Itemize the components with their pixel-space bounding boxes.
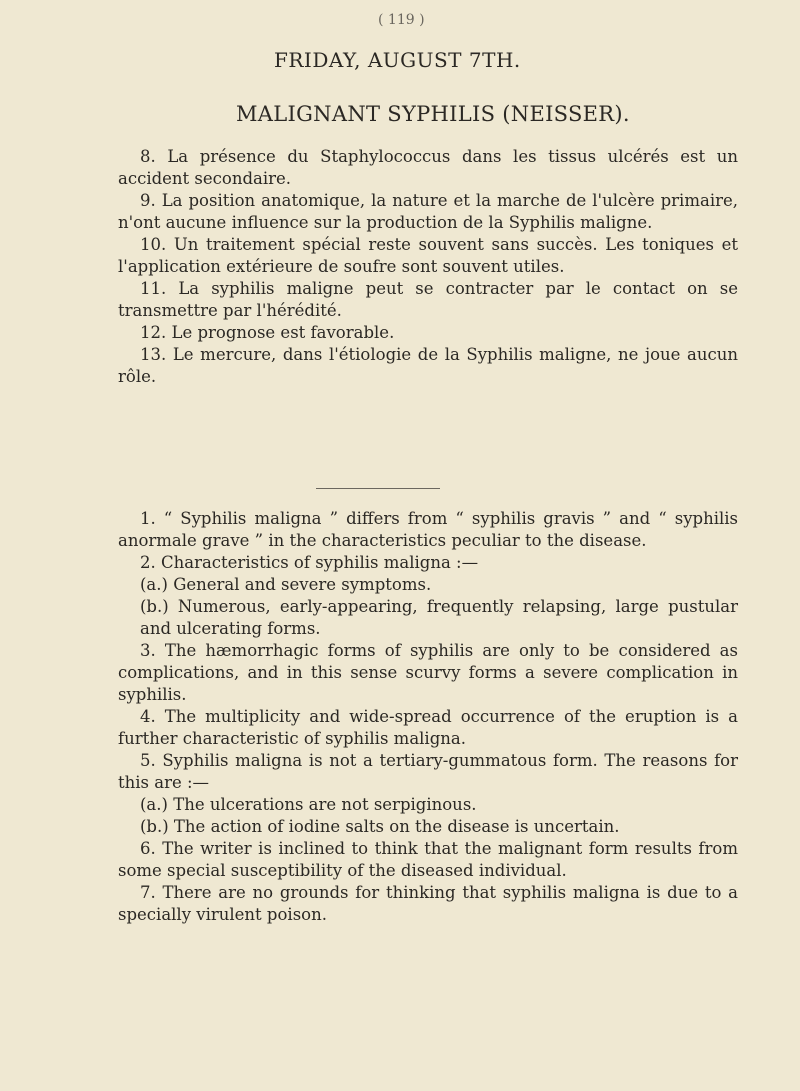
french-point-11: 11. La syphilis maligne peut se contracter par le contact on se transmettre par l'hérédité.	[118, 279, 738, 320]
english-point-2: 2. Characteristics of syphilis maligna :—	[140, 553, 479, 572]
english-conclusions	[118, 508, 738, 926]
english-point-5a: (a.) The ulcerations are not serpiginous.	[140, 795, 477, 814]
date-heading: FRIDAY, AUGUST 7TH.	[274, 48, 521, 72]
french-point-12: 12. Le prognose est favorable.	[140, 323, 395, 342]
english-point-7: 7. There are no grounds for thinking that syphilis maligna is due to a specially virulent poison.	[118, 883, 738, 924]
section-title: MALIGNANT SYPHILIS (NEISSER).	[236, 102, 630, 126]
french-point-10: 10. Un traitement spécial reste souvent sans succès. Les toniques et l'application extérieure de soufre sont souvent utiles.	[118, 235, 738, 276]
english-point-1: 1. “ Syphilis maligna ” differs from “ syphilis gravis ” and “ syphilis anormale grave ” in the characteristics peculiar to the disease.	[118, 509, 738, 550]
english-point-3: 3. The hæmorrhagic forms of syphilis are only to be considered as complications, and in this sense scurvy forms a severe complication in syphilis.	[118, 641, 738, 704]
french-point-9: 9. La position anatomique, la nature et la marche de l'ulcère primaire, n'ont aucune influence sur la production de la Syphilis maligne.	[118, 191, 738, 232]
english-point-5b: (b.) The action of iodine salts on the disease is uncertain.	[140, 817, 620, 836]
english-point-2a: (a.) General and severe symptoms.	[140, 575, 432, 594]
english-point-5: 5. Syphilis maligna is not a tertiary-gummatous form. The reasons for this are :—	[118, 751, 738, 792]
french-point-13: 13. Le mercure, dans l'étiologie de la Syphilis maligne, ne joue aucun rôle.	[118, 345, 738, 386]
french-conclusions	[118, 146, 738, 388]
french-point-8: 8. La présence du Staphylococcus dans les tissus ulcérés est un accident secondaire.	[118, 147, 738, 188]
page-number: ( 119 )	[378, 12, 425, 28]
english-point-6: 6. The writer is inclined to think that the malignant form results from some special susceptibility of the diseased individual.	[118, 839, 738, 880]
english-point-4: 4. The multiplicity and wide-spread occurrence of the eruption is a further characteristic of syphilis maligna.	[118, 707, 738, 748]
section-divider	[316, 488, 440, 489]
english-point-2b: (b.) Numerous, early-appearing, frequently relapsing, large pustular and ulcerating forms.	[140, 597, 738, 638]
